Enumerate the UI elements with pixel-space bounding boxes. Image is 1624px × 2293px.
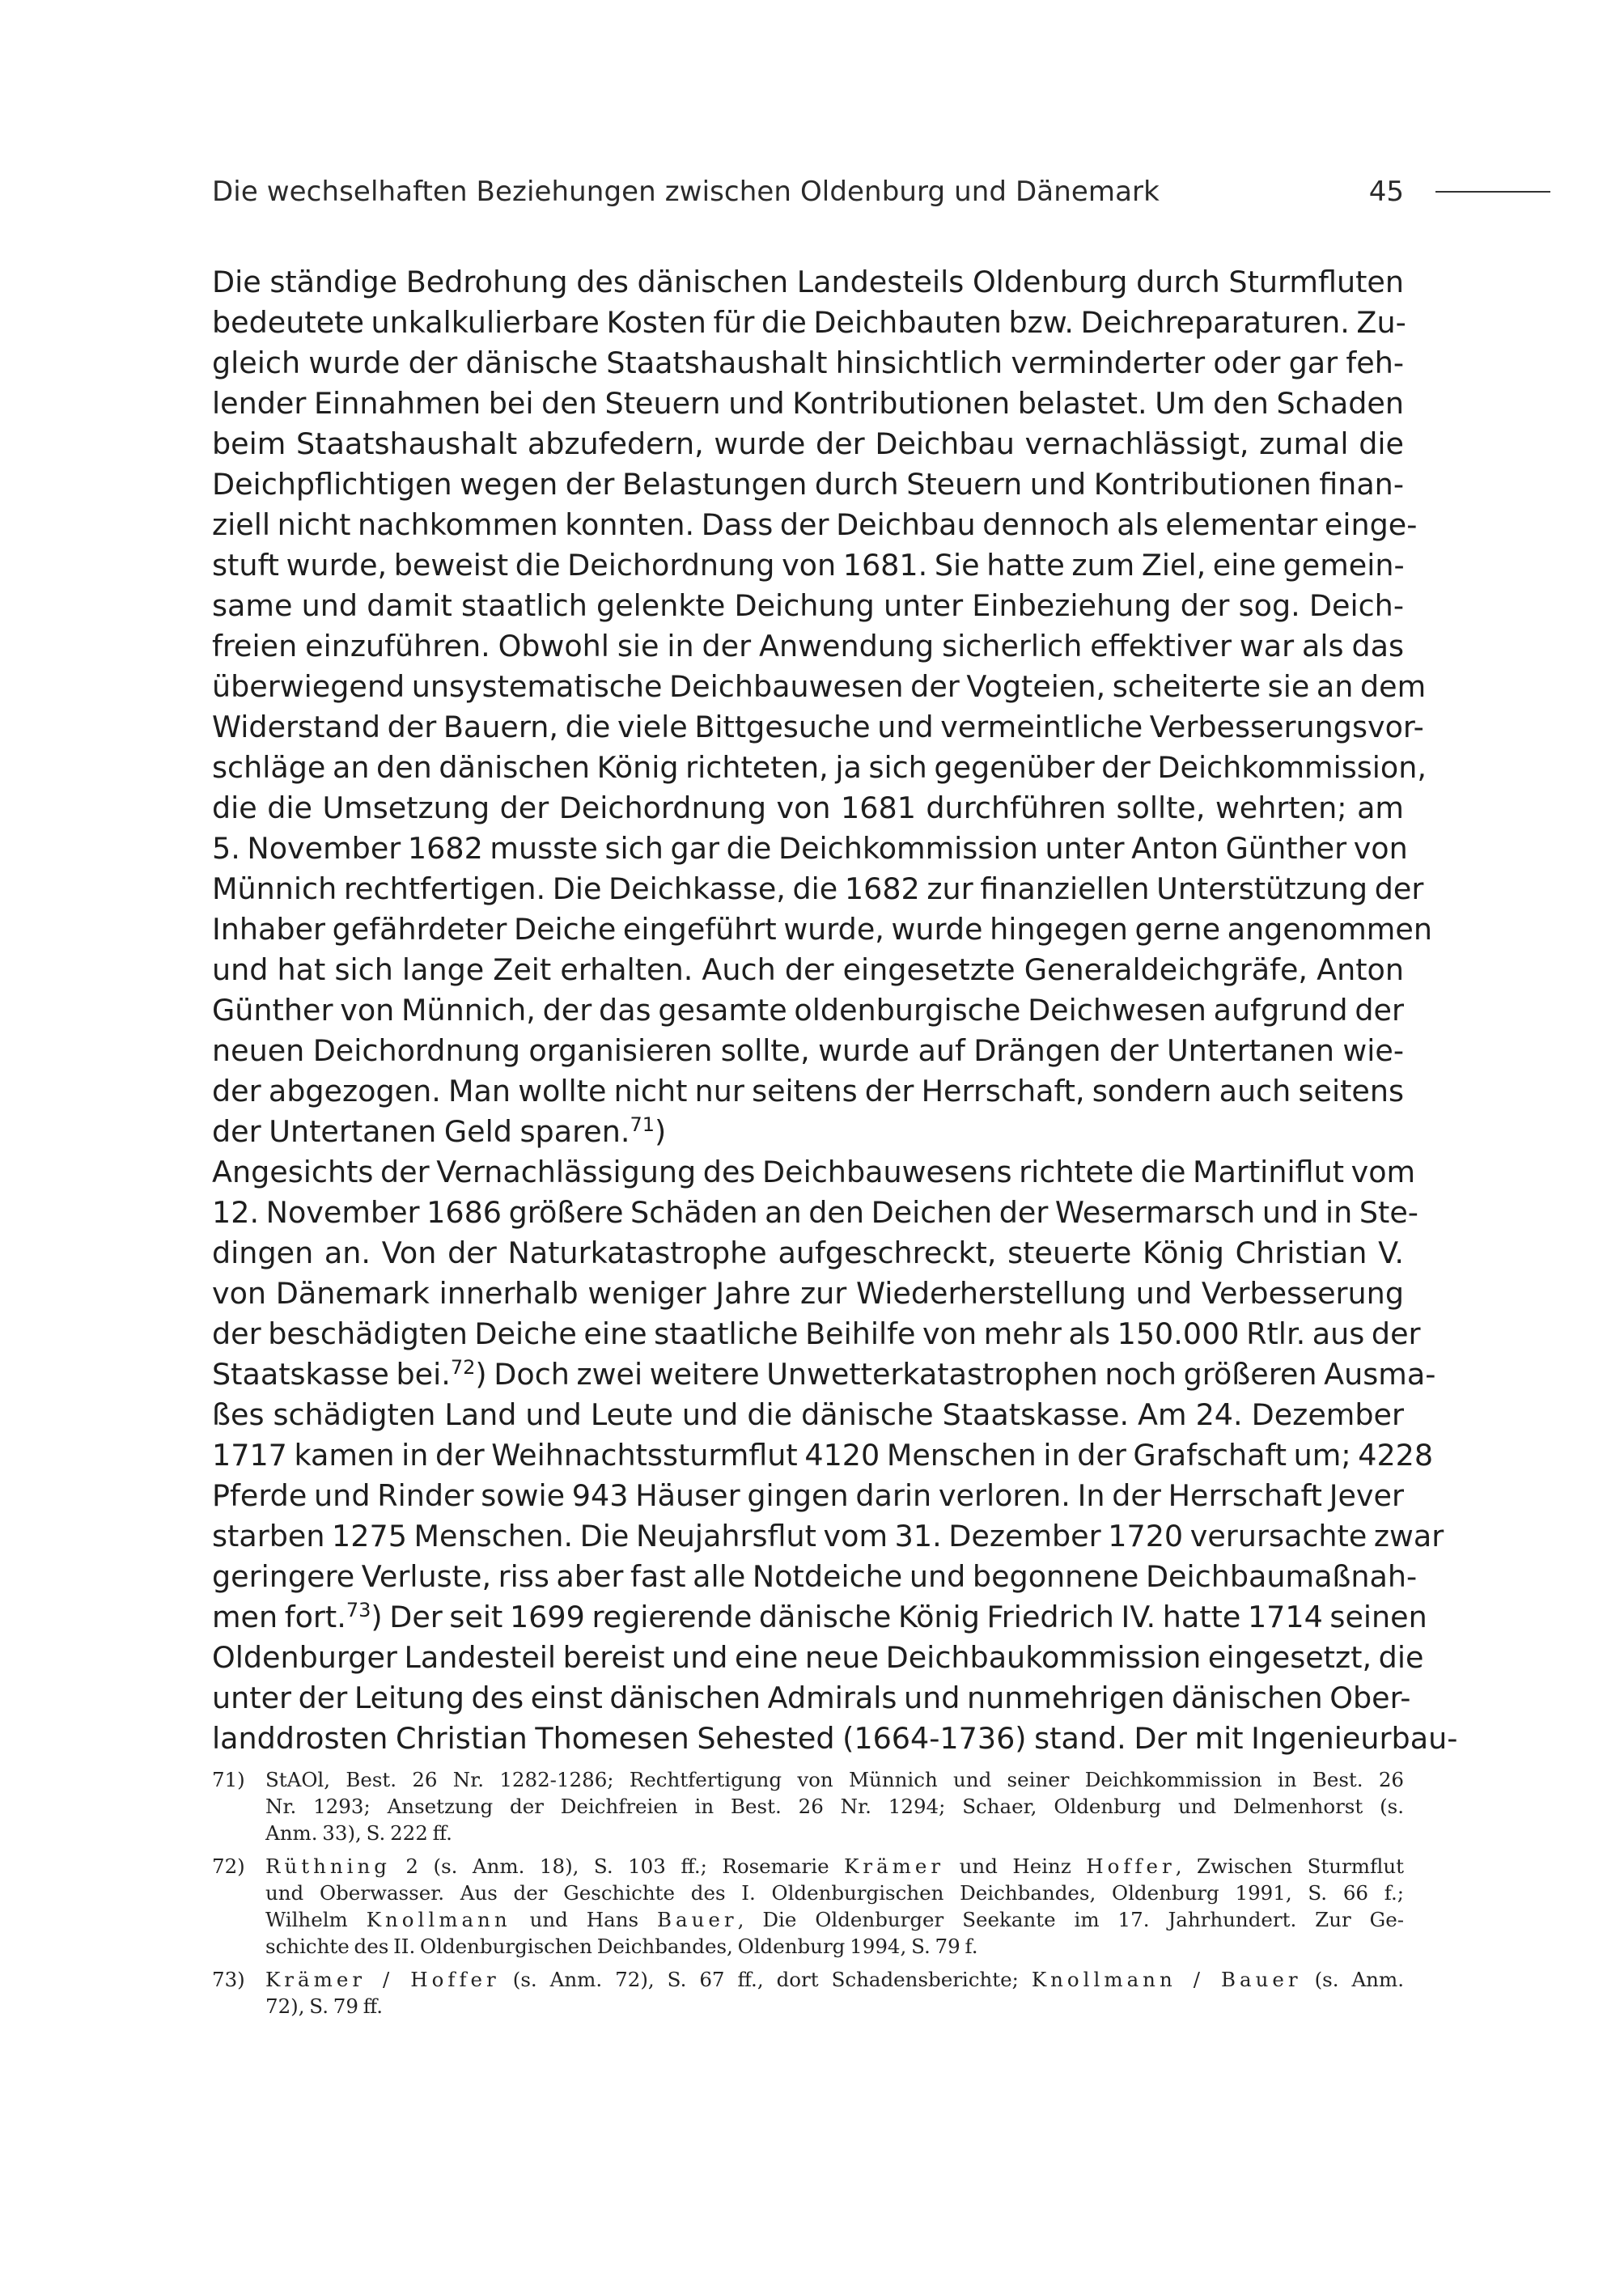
text-fragment: Staatskasse bei. [212,1357,451,1392]
text-line: Angesichts der Vernachlässigung des Deichbauwesens richtete die Martiniflut vom [212,1155,1416,1189]
footnote-number: 72) [212,1854,245,1878]
text-fragment: (s. Anm. 72), S. 67 ff., dort Schadensberichte; [499,1968,1032,1991]
footnote-line: StAOl, Best. 26 Nr. 1282-1286; Rechtfertigung von Münnich und seiner Deichkommission in Best. 26 [265,1768,1404,1791]
footnotes [212,1766,1404,2026]
text-line: freien einzuführen. Obwohl sie in der Anwendung sicherlich effektiver war als das [212,629,1404,663]
text-line: starben 1275 Menschen. Die Neujahrsflut vom 31. Dezember 1720 verursachte zwar [212,1519,1444,1553]
text-fragment: , Die Oldenburger Seekante im 17. Jahrhundert. Zur Ge- [737,1908,1404,1931]
text-line: überwiegend unsystematische Deichbauwesen der Vogteien, scheiterte sie an dem [212,669,1427,704]
footnote-ref-73: 73 [346,1599,371,1621]
text-line: von Dänemark innerhalb weniger Jahre zur Wiederherstellung und Verbesserung [212,1276,1404,1311]
footnote-line: Nr. 1293; Ansetzung der Deichfreien in Best. 26 Nr. 1294; Schaer, Oldenburg und Delmenhorst (s. [265,1795,1404,1818]
running-title: Die wechselhaften Beziehungen zwischen Oldenburg und Dänemark [212,176,1160,208]
footnote-line: 72), S. 79 ff. [265,1994,384,2018]
footnote-line [265,1966,1404,1993]
footnote-line: und Oberwasser. Aus der Geschichte des I. Oldenburgischen Deichbandes, Oldenburg 1991, S. 66 f.; [265,1881,1404,1905]
text-line-paragraph-end [212,1112,1404,1152]
text-fragment: Wilhelm [265,1908,367,1931]
text-line: bedeutete unkalkulierbare Kosten für die Deichbauten bzw. Deichreparaturen. Zu- [212,305,1406,340]
text-line: und hat sich lange Zeit erhalten. Auch der eingesetzte Generaldeichgräfe, Anton [212,952,1404,987]
author-name: Bauer [657,1908,738,1931]
text-line: Münnich rechtfertigen. Die Deichkasse, die 1682 zur finanziellen Unterstützung der [212,871,1424,906]
author-name: Rüthning [265,1854,391,1878]
text-fragment: ) Der seit 1699 regierende dänische König Friedrich IV. hatte 1714 seinen [371,1600,1427,1634]
footnote-text [265,1853,1404,1960]
text-line: 1717 kamen in der Weihnachtssturmflut 4120 Menschen in der Grafschaft um; 4228 [212,1438,1434,1473]
text-fragment: der Untertanen Geld sparen. [212,1114,630,1149]
text-line: schläge an den dänischen König richteten, ja sich gegenüber der Deichkommission, [212,750,1427,785]
text-line: der beschädigten Deiche eine staatliche Beihilfe von mehr als 150.000 Rtlr. aus der [212,1316,1421,1351]
text-line: 12. November 1686 größere Schäden an den Deichen der Wesermarsch und in Ste- [212,1195,1418,1230]
text-line: neuen Deichordnung organisieren sollte, wurde auf Drängen der Untertanen wie- [212,1033,1404,1068]
text-line: ßes schädigten Land und Leute und die dänische Staatskasse. Am 24. Dezember [212,1397,1404,1432]
author-name: Hoffer [1086,1854,1176,1878]
footnote-number: 71) [212,1768,245,1791]
text-fragment: 2 (s. Anm. 18), S. 103 ff.; Rosemarie [390,1854,845,1878]
text-line: lender Einnahmen bei den Steuern und Kontributionen belastet. Um den Schaden [212,386,1404,421]
text-fragment: und Hans [511,1908,658,1931]
footnote-72 [212,1853,1404,1960]
text-line: geringere Verluste, riss aber fast alle Notdeiche und begonnene Deichbaumaßnah- [212,1559,1418,1594]
author-name: Knollmann [366,1908,511,1931]
author-name: Krämer / Hoffer [265,1968,500,1991]
footnote-line: schichte des II. Oldenburgischen Deichbandes, Oldenburg 1994, S. 79 f. [265,1935,978,1958]
text-line: Widerstand der Bauern, die viele Bittgesuche und vermeintliche Verbesserungsvor- [212,710,1424,744]
author-name: Krämer [844,1854,945,1878]
text-line: die die Umsetzung der Deichordnung von 1681 durchführen sollte, wehrten; am [212,790,1404,825]
footnote-line [265,1853,1404,1880]
text-line: dingen an. Von der Naturkatastrophe aufgeschreckt, steuerte König Christian V. [212,1236,1404,1270]
text-line-with-ref [212,1354,1436,1395]
text-line: Günther von Münnich, der das gesamte oldenburgische Deichwesen aufgrund der [212,993,1404,1028]
text-line: Pferde und Rinder sowie 943 Häuser gingen darin verloren. In der Herrschaft Jever [212,1478,1404,1513]
text-line: Oldenburger Landesteil bereist und eine neue Deichbaukommission eingesetzt, die [212,1640,1424,1675]
footnote-73 [212,1966,1404,2020]
text-fragment: , Zwischen Sturmflut [1175,1854,1404,1878]
text-fragment: ) Doch zwei weitere Unwetterkatastrophen noch größeren Ausma- [475,1357,1436,1392]
text-fragment: (s. Anm. [1301,1968,1404,1991]
footnote-text [265,1966,1404,2020]
text-line: 5. November 1682 musste sich gar die Deichkommission unter Anton Günther von [212,831,1408,866]
text-line: unter der Leitung des einst dänischen Admirals und nunmehrigen dänischen Ober- [212,1681,1411,1715]
text-line-with-ref [212,1597,1427,1638]
footnote-line [265,1906,1404,1933]
body-text [212,262,1458,1759]
text-fragment: und Heinz [944,1854,1087,1878]
header-rule [1435,191,1550,193]
running-header [212,172,1404,212]
text-fragment: ) [655,1114,667,1149]
footnote-number: 73) [212,1968,245,1991]
text-fragment: men fort. [212,1600,346,1634]
page-number: 45 [1368,176,1404,208]
text-line: landdrosten Christian Thomesen Sehested (1664-1736) stand. Der mit Ingenieurbau- [212,1721,1458,1756]
text-line: ziell nicht nachkommen konnten. Dass der Deichbau dennoch als elementar einge- [212,507,1418,542]
footnote-71 [212,1766,1404,1846]
text-line: Deichpflichtigen wegen der Belastungen durch Steuern und Kontributionen finan- [212,467,1404,502]
text-line: Inhaber gefährdeter Deiche eingeführt wurde, wurde hingegen gerne angenommen [212,912,1432,947]
footnote-text [265,1766,1404,1846]
footnote-ref-71: 71 [630,1113,655,1136]
text-line: Die ständige Bedrohung des dänischen Landesteils Oldenburg durch Sturmfluten [212,265,1404,299]
text-line: der abgezogen. Man wollte nicht nur seitens der Herrschaft, sondern auch seitens [212,1074,1404,1108]
text-line: same und damit staatlich gelenkte Deichung unter Einbeziehung der sog. Deich- [212,588,1404,623]
author-name: Knollmann / Bauer [1031,1968,1302,1991]
text-line: beim Staatshaushalt abzufedern, wurde der Deichbau vernachlässigt, zumal die [212,426,1404,461]
text-line: gleich wurde der dänische Staatshaushalt hinsichtlich verminderter oder gar feh- [212,345,1404,380]
text-line: stuft wurde, beweist die Deichordnung von 1681. Sie hatte zum Ziel, eine gemein- [212,548,1405,583]
footnote-ref-72: 72 [450,1356,476,1379]
footnote-line: Anm. 33), S. 222 ff. [265,1821,452,1845]
